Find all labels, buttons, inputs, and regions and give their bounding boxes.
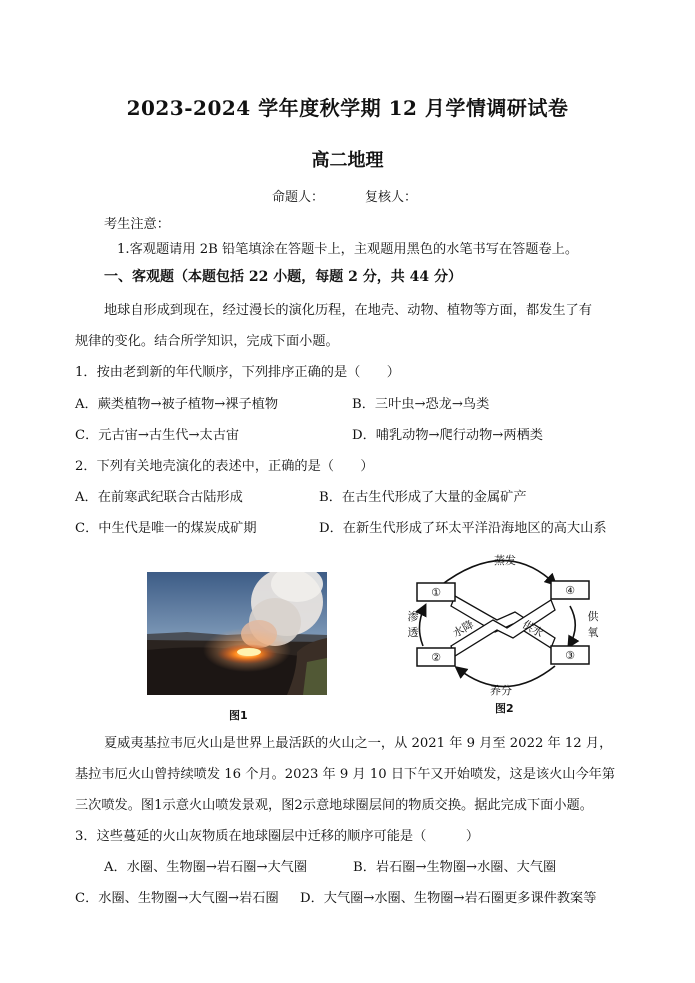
water-supply-label: 供水: [519, 617, 546, 641]
notice-item-1: 1.客观题请用 2B 铅笔填涂在答题卡上，主观题用黑色的水笔书写在答题卷上。: [117, 242, 579, 257]
precipitation-label: 水降: [450, 617, 477, 641]
subject-title: 高二地理: [311, 150, 384, 171]
seepage-label-char-1: 渗: [407, 610, 419, 623]
question-1-option-a[interactable]: A．蕨类植物→被子植物→裸子植物: [75, 397, 279, 412]
question-3-option-c[interactable]: C．水圈、生物圈→大气圈→岩石圈: [75, 891, 279, 906]
oxygen-label-char-1: 供: [587, 610, 599, 623]
evaporation-label: 蒸发: [494, 554, 516, 567]
passage-1-line-1: 地球自形成到现在，经过漫长的演化历程，在地壳、动物、植物等方面，都发生了有: [104, 303, 592, 318]
question-1-option-b[interactable]: B．三叶虫→恐龙→鸟类: [352, 397, 490, 412]
nutrient-label: 养分: [490, 684, 512, 697]
passage-2-line-3: 三次喷发。图1示意火山喷发景观，图2示意地球圈层间的物质交换。据此完成下面小题。: [75, 798, 593, 813]
question-2-option-a[interactable]: A．在前寒武纪联合古陆形成: [75, 490, 243, 505]
box-4-label: ④: [565, 584, 575, 597]
question-1-option-c[interactable]: C．元古宙→古生代→太古宙: [75, 428, 240, 443]
passage-2-line-2: 基拉韦厄火山曾持续喷发 16 个月。2023 年 9 月 10 日下午又开始喷发，这是该火山今年第: [75, 767, 616, 782]
notice-heading: 考生注意：: [104, 217, 170, 232]
section-heading: 一、客观题（本题包括 22 小题，每题 2 分，共 44 分）: [104, 269, 462, 285]
question-2-option-c[interactable]: C．中生代是唯一的煤炭成矿期: [75, 521, 257, 536]
setter-label: 命题人：: [272, 190, 325, 205]
reviewer-label: 复核人：: [365, 190, 418, 205]
page-title: 2023-2024 学年度秋学期 12 月学情调研试卷: [126, 96, 569, 120]
question-1-option-d[interactable]: D．哺乳动物→爬行动物→两栖类: [352, 428, 543, 443]
figure-2-caption: 图2: [495, 702, 514, 715]
sphere-exchange-diagram: [405, 548, 605, 706]
seepage-label-char-2: 透: [407, 626, 419, 639]
question-1-stem: 1．按由老到新的年代顺序，下列排序正确的是（ ）: [75, 365, 400, 380]
question-2-stem: 2．下列有关地壳演化的表述中，正确的是（ ）: [75, 459, 374, 474]
oxygen-label-char-2: 氧: [587, 626, 599, 639]
question-2-option-d[interactable]: D．在新生代形成了环太平洋沿海地区的高大山系: [319, 521, 607, 536]
question-3-option-b[interactable]: B．岩石圈→生物圈→水圈、大气圈: [353, 860, 557, 875]
box-3-label: ③: [565, 649, 575, 662]
passage-2-line-1: 夏威夷基拉韦厄火山是世界上最活跃的火山之一，从 2021 年 9 月至 2022 年 12 月，: [104, 736, 613, 751]
question-3-option-d[interactable]: D．大气圈→水圈、生物圈→岩石圈更多课件教案等: [300, 891, 597, 906]
question-3-option-a[interactable]: A．水圈、生物圈→岩石圈→大气圈: [104, 860, 308, 875]
question-2-option-b[interactable]: B．在古生代形成了大量的金属矿产: [319, 490, 527, 505]
box-1-label: ①: [431, 586, 441, 599]
box-2-label: ②: [431, 651, 441, 664]
passage-1-line-2: 规律的变化。结合所学知识，完成下面小题。: [75, 334, 339, 349]
volcano-eruption-photo: [147, 572, 327, 695]
question-3-stem: 3．这些蔓延的火山灰物质在地球圈层中迁移的顺序可能是（ ）: [75, 829, 480, 844]
figure-1-caption: 图1: [229, 709, 248, 722]
